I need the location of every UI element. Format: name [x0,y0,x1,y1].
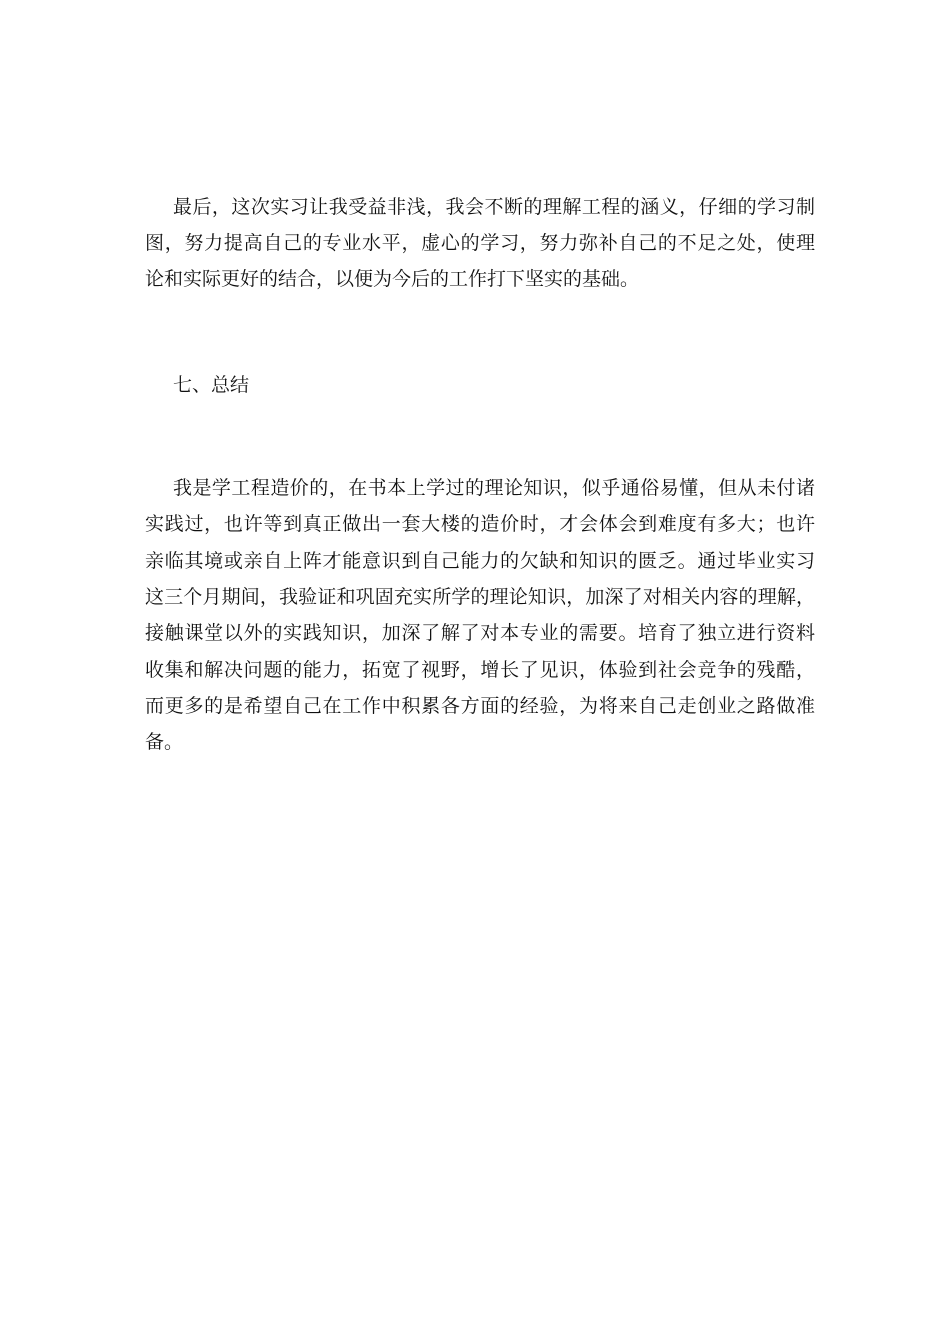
paragraph-line: 亲临其境或亲自上阵才能意识到自己能力的欠缺和知识的匮乏。通过毕业实习 [145,550,815,572]
paragraph-line: 图，努力提高自己的专业水平，虚心的学习，努力弥补自己的不足之处，使理 [145,232,815,254]
section-heading: 七、总结 [173,374,250,396]
paragraph-line: 备。 [145,731,184,753]
paragraph-line: 我是学工程造价的，在书本上学过的理论知识，似乎通俗易懂，但从未付诸 [173,477,815,499]
paragraph-line: 而更多的是希望自己在工作中积累各方面的经验，为将来自己走创业之路做准 [145,695,815,717]
paragraph-line: 这三个月期间，我验证和巩固充实所学的理论知识，加深了对相关内容的理解， [145,586,815,608]
paragraph-line: 接触课堂以外的实践知识，加深了解了对本专业的需要。培育了独立进行资料 [145,622,815,644]
paragraph-line: 论和实际更好的结合，以便为今后的工作打下坚实的基础。 [145,268,640,290]
paragraph-line: 最后，这次实习让我受益非浅，我会不断的理解工程的涵义，仔细的学习制 [173,196,815,218]
paragraph-line: 实践过，也许等到真正做出一套大楼的造价时，才会体会到难度有多大；也许 [145,513,815,535]
paragraph-line: 收集和解决问题的能力，拓宽了视野，增长了见识，体验到社会竞争的残酷， [145,659,815,681]
